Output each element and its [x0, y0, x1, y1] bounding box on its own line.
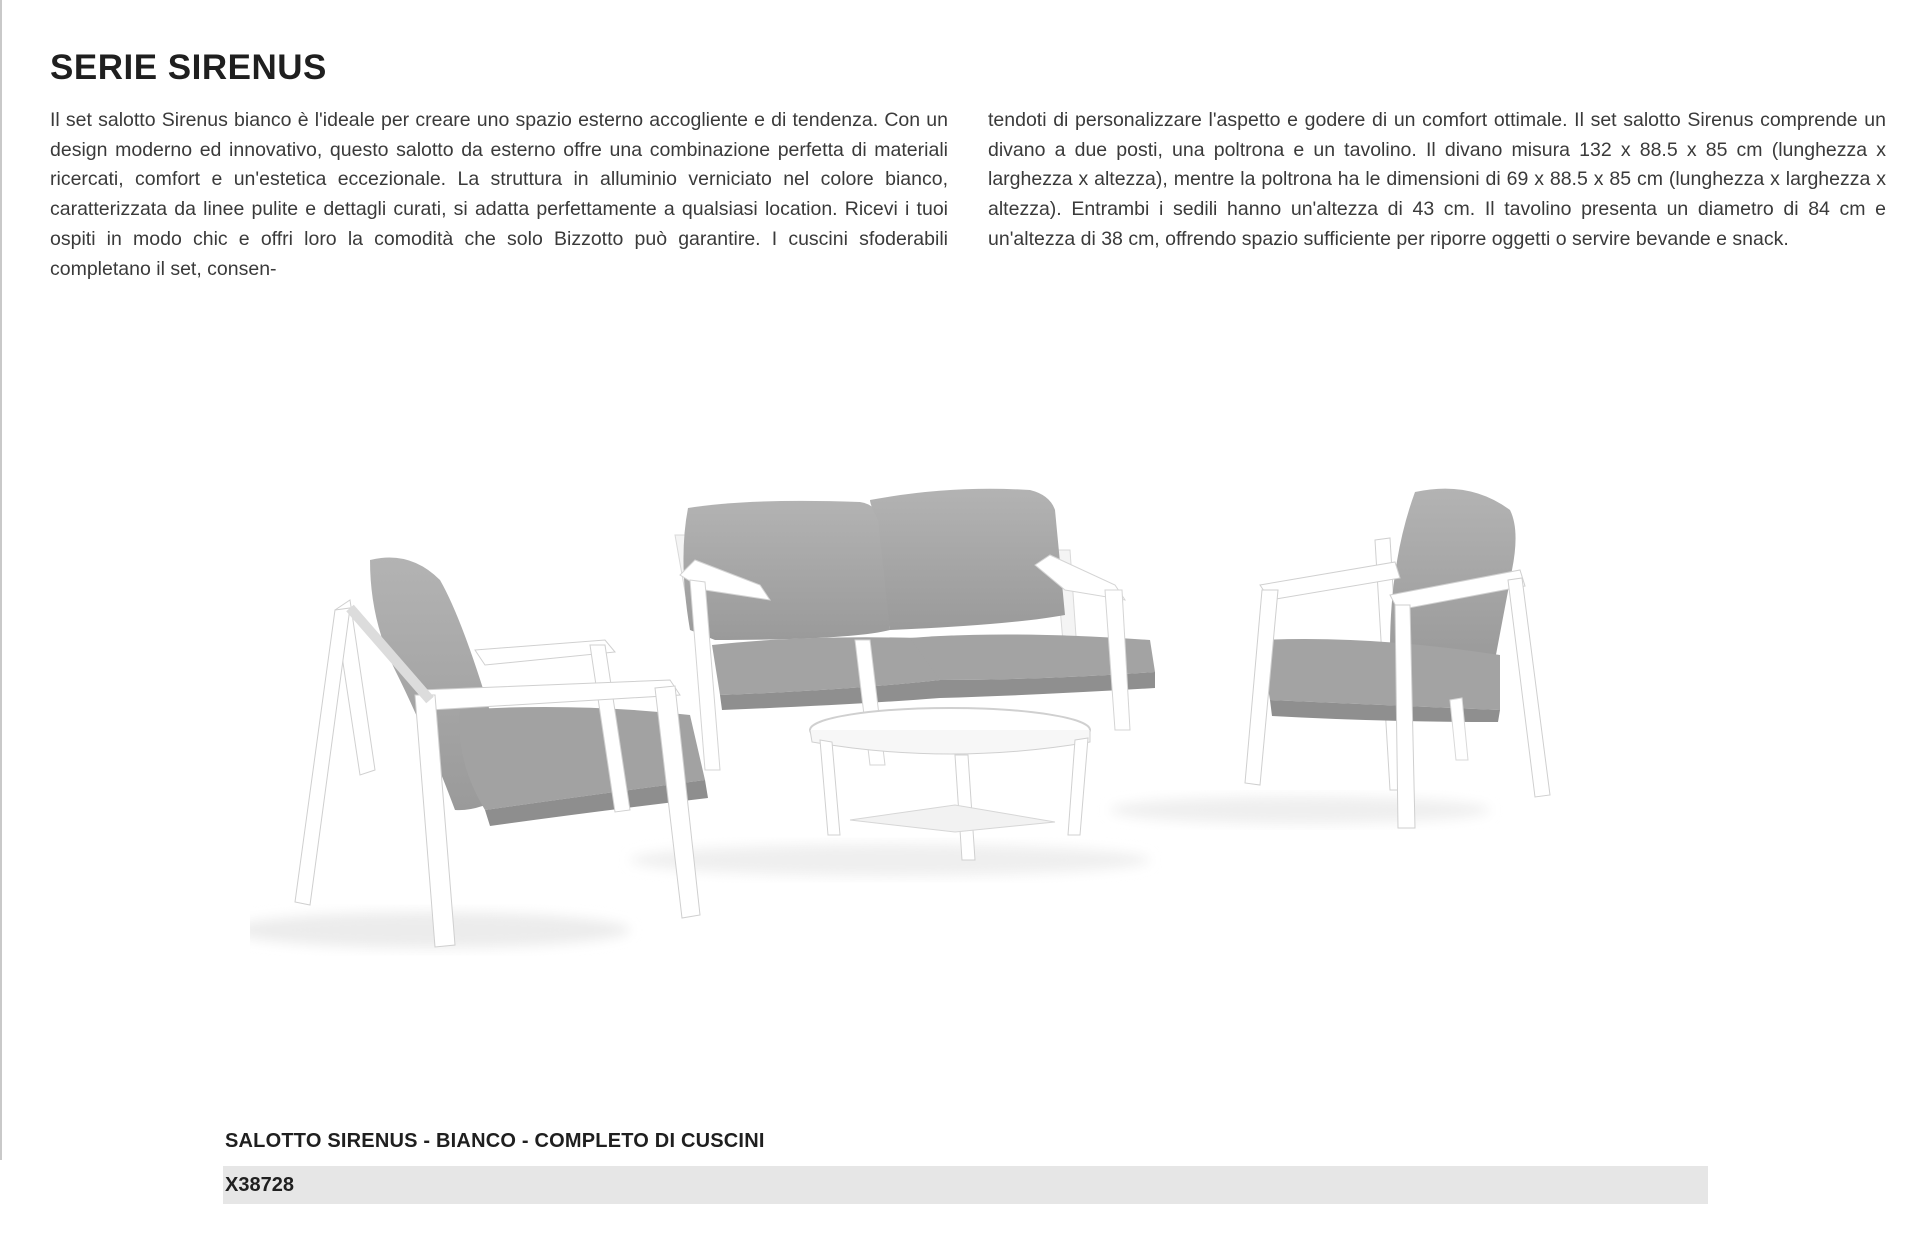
page-edge-rule: [0, 0, 2, 1160]
product-photo: [250, 440, 1670, 980]
product-code-bar: [223, 1166, 1708, 1204]
description-column-right: tendoti di personalizzare l'aspetto e godere di un comfort ottimale. Il set salotto Sirenus comprende un divano a due posti, una poltrona e un tavolino. Il divano misura 132 x 88.5 x 85 cm (lunghezza x larghezza x altezza), mentre la poltrona ha le dimensioni di 69 x 88.5 x 85 cm (lunghezza x larghezza x altezza). Entrambi i sedili hanno un'altezza di 43 cm. Il tavolino presenta un diametro di 84 cm e un'altezza di 38 cm, offrendo spazio sufficiente per riporre oggetti o servire bevande e snack.: [988, 109, 1886, 250]
product-code: X38728: [225, 1174, 294, 1196]
coffee-table: [810, 708, 1090, 860]
armchair-left: [295, 558, 708, 948]
page-title: SERIE SIRENUS: [50, 48, 327, 87]
armchair-right: [1245, 489, 1550, 828]
product-name: SALOTTO SIRENUS - BIANCO - COMPLETO DI CUSCINI: [225, 1130, 765, 1152]
description-column-left: Il set salotto Sirenus bianco è l'ideale per creare uno spazio esterno accogliente e di tendenza. Con un design moderno ed innovativo, questo salotto da esterno offre una combinazione perfetta di materiali ricercati, comfort e un'estetica eccezionale. La struttura in alluminio verniciato nel colore bianco, caratterizzata da linee pulite e dettagli curati, si adatta perfettamente a qualsiasi location. Ricevi i tuoi ospiti in modo chic e offri loro la comodità che solo Bizzotto può garantire. I cuscini sfoderabili completano il set, consen-: [50, 109, 948, 280]
